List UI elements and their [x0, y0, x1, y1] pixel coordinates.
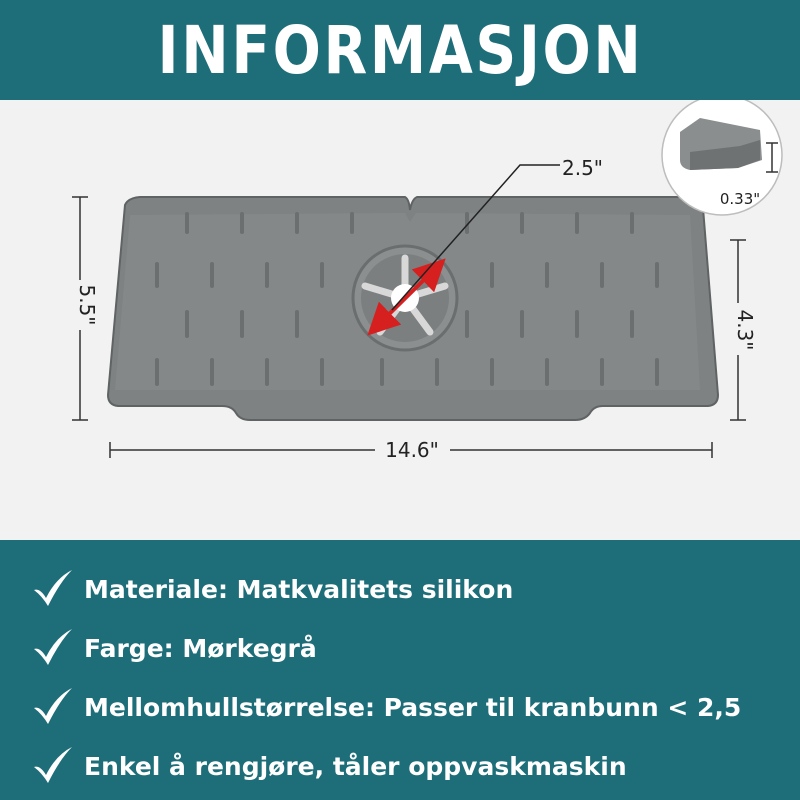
checkmark-icon: [30, 743, 76, 789]
feature-item: [30, 563, 513, 615]
features-panel: [0, 540, 800, 800]
width-label: 14.6": [385, 438, 439, 462]
height-left-label: 5.5": [75, 284, 99, 326]
feature-text: Materiale: Matkvalitets silikon: [84, 574, 514, 604]
feature-item: [30, 740, 627, 792]
page-title: INFORMASJON: [157, 11, 643, 89]
feature-item: [30, 681, 741, 733]
feature-item: [30, 622, 317, 674]
title-banner: [0, 0, 800, 100]
feature-text: Mellomhullstørrelse: Passer til kranbunn < 2,5: [84, 692, 742, 722]
product-diagram: [0, 100, 800, 540]
feature-text: Farge: Mørkegrå: [84, 633, 317, 663]
feature-text: Enkel å rengjøre, tåler oppvaskmaskin: [84, 751, 627, 781]
checkmark-icon: [30, 625, 76, 671]
drip-mat: [108, 197, 718, 420]
height-right-label: 4.3": [733, 309, 757, 351]
checkmark-icon: [30, 566, 76, 612]
hole-size-label: 2.5": [562, 156, 604, 180]
lip-height-label: 0.33": [719, 190, 761, 208]
checkmark-icon: [30, 684, 76, 730]
mat-diagram: [0, 100, 800, 540]
